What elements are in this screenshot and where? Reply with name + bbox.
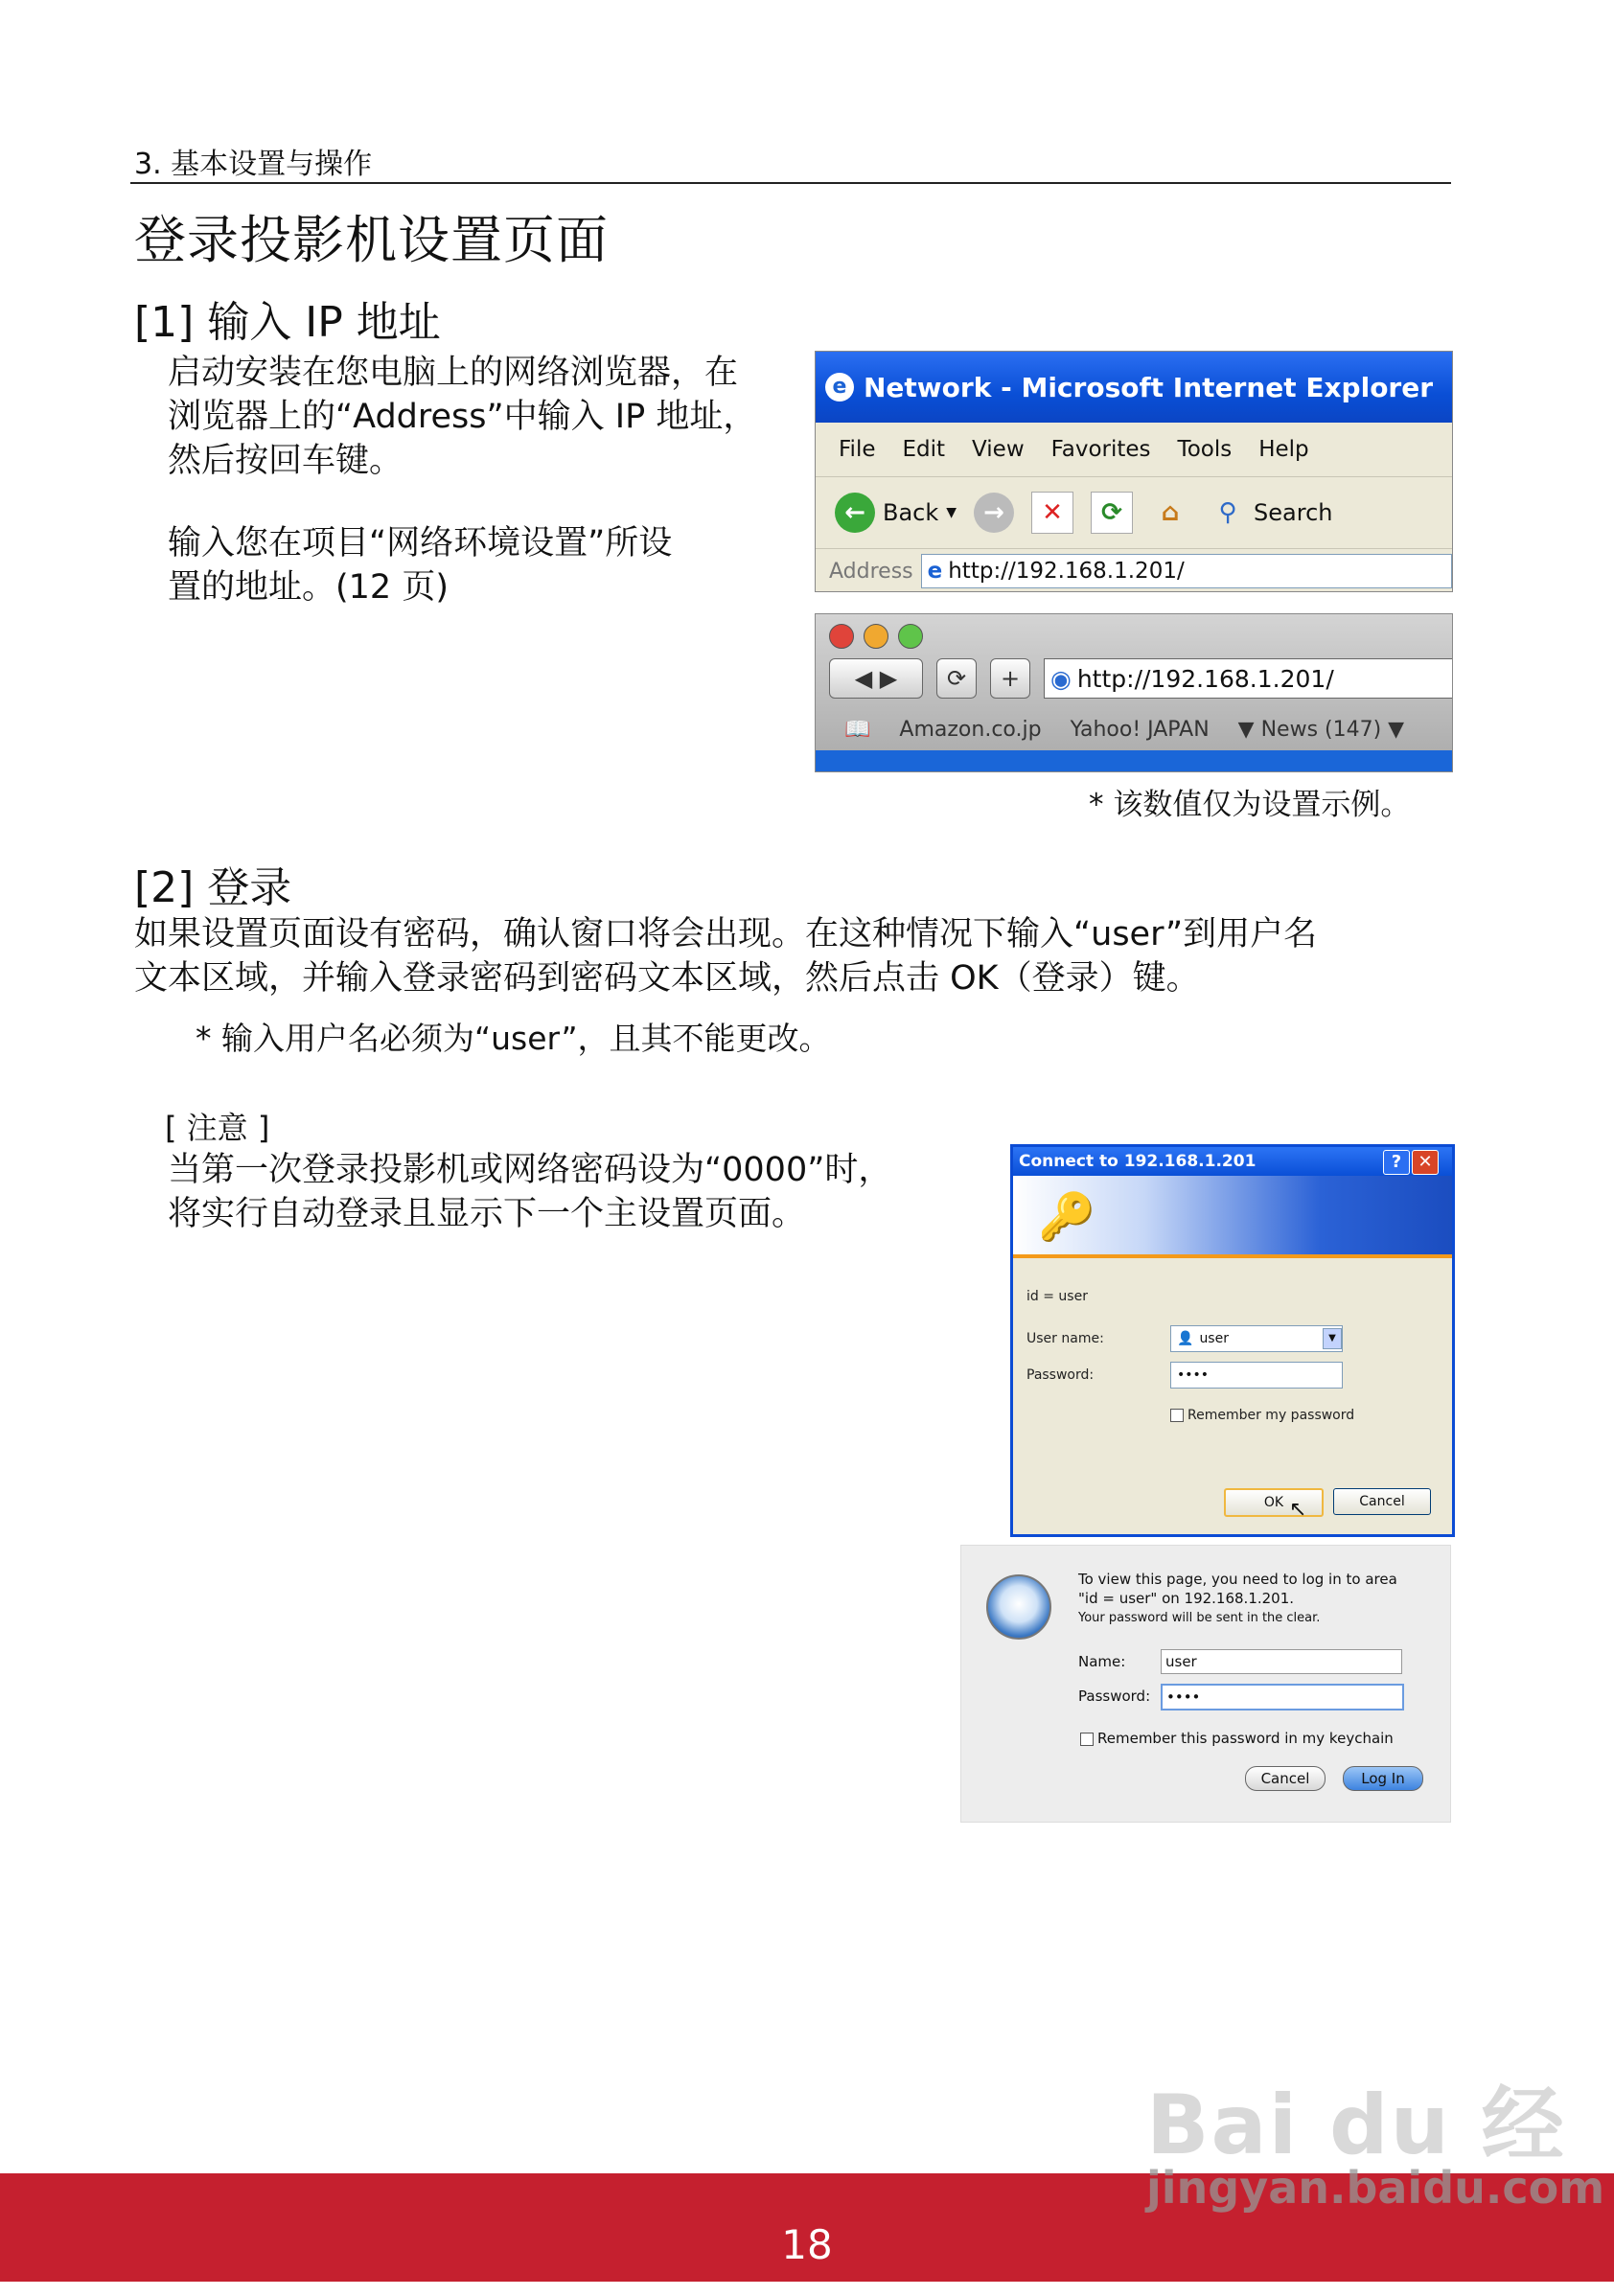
page-icon: e [927,559,943,584]
add-bookmark-icon[interactable]: + [990,658,1030,699]
password-value: •••• [1177,1367,1210,1383]
address-input[interactable] [921,554,1452,588]
caution-text [168,1148,973,1236]
username-combobox[interactable] [1170,1325,1343,1352]
dropdown-icon: ▼ [946,505,957,520]
menu-edit[interactable]: Edit [902,437,946,462]
user-icon: 👤 [1177,1331,1194,1346]
caution-line2: 将实行自动登录且显示下一个主设置页面。 [168,1195,806,1233]
step1-p1-line2: 浏览器上的“Address”中输入 IP 地址， [168,398,757,436]
globe-icon: ◉ [1050,664,1072,693]
keychain-label: Remember this password in my keychain [1097,1730,1394,1747]
ie-window [815,351,1453,592]
caution-label: [ 注意 ] [165,1110,270,1146]
back-arrow-icon: ← [835,493,875,533]
step1-heading: [1] 输入 IP 地址 [134,298,441,347]
step2-heading: [2] 登录 [134,863,292,912]
mac-prompt-line2: "id = user" on 192.168.1.201. [1078,1590,1295,1607]
ie-menubar [816,423,1452,477]
address-url: http://192.168.1.201/ [948,559,1185,584]
step2-paragraph [134,912,1476,1000]
safari-nav [829,658,1453,699]
help-icon[interactable]: ? [1383,1150,1410,1175]
username-value: user [1199,1331,1229,1346]
mac-password-value: •••• [1166,1688,1201,1706]
ie-toolbar [816,477,1452,549]
search-icon: ⚲ [1218,498,1237,527]
cursor-icon: ↖ [1289,1498,1307,1522]
username-label: User name: [1026,1331,1104,1346]
checkbox-icon [1080,1733,1094,1746]
reload-icon[interactable]: ⟳ [936,658,977,699]
windows-login-dialog [1010,1144,1455,1537]
step2-line1: 如果设置页面设有密码，确认窗口将会出现。在这种情况下输入“user”到用户名 [134,915,1318,953]
bookmark-news[interactable]: ▼ News (147) ▼ [1237,717,1405,742]
ie-address-bar [816,549,1452,592]
dialog-title: Connect to 192.168.1.201 [1019,1152,1257,1171]
search-button[interactable] [1208,493,1332,533]
menu-view[interactable]: View [972,437,1025,462]
safari-compass-icon [986,1574,1051,1640]
remember-label: Remember my password [1187,1408,1355,1423]
password-label: Password: [1026,1367,1095,1383]
safari-url-field[interactable] [1044,658,1453,699]
page-title: 登录投影机设置页面 [134,210,609,270]
ie-titlebar [816,352,1452,423]
remember-checkbox[interactable] [1170,1408,1354,1423]
ie-logo-icon: e [825,373,854,402]
bookmark-news-label: News (147) [1260,717,1382,742]
example-caption: * 该数值仅为设置示例。 [1089,788,1411,822]
dialog-banner [1013,1176,1452,1258]
mac-name-value: user [1165,1653,1197,1670]
caution-line1: 当第一次登录投影机或网络密码设为“0000”时， [168,1151,892,1189]
safari-window [815,613,1453,772]
mac-password-field[interactable] [1161,1684,1404,1711]
menu-help[interactable]: Help [1258,437,1309,462]
header-rule [130,182,1451,184]
step1-p1-line3: 然后按回车键。 [168,442,404,480]
mac-name-label: Name: [1078,1653,1126,1670]
book-icon[interactable]: 📖 [844,717,871,742]
mac-prompt-line1: To view this page, you need to log in to area [1078,1571,1397,1588]
mac-prompt-line3: Your password will be sent in the clear. [1078,1611,1321,1625]
baidu-watermark-url: jingyan.baidu.com [1146,2162,1605,2214]
keychain-checkbox[interactable] [1080,1730,1394,1747]
minimize-icon[interactable] [864,624,888,649]
ok-button[interactable]: OK [1224,1488,1324,1517]
checkbox-icon [1170,1409,1184,1422]
search-label: Search [1254,499,1333,526]
forward-button[interactable]: → [974,493,1014,533]
realm-text: id = user [1026,1289,1088,1304]
baidu-watermark-logo: Bai du 经 [1146,2078,1566,2173]
menu-favorites[interactable]: Favorites [1050,437,1151,462]
address-label: Address [829,559,913,584]
mac-login-button[interactable]: Log In [1343,1766,1423,1791]
mac-cancel-button[interactable]: Cancel [1245,1766,1326,1791]
page-number: 18 [781,2221,833,2268]
close-icon[interactable] [829,624,854,649]
step1-paragraph2 [168,521,800,609]
chevron-down-icon[interactable]: ▼ [1323,1328,1342,1349]
home-icon[interactable]: ⌂ [1161,498,1180,527]
step1-p2-line1: 输入您在项目“网络环境设置”所设 [168,524,673,563]
section-label: 3. 基本设置与操作 [134,148,373,181]
bookmark-yahoo[interactable]: Yahoo! JAPAN [1070,717,1210,742]
safari-url: http://192.168.1.201/ [1076,664,1334,693]
safari-content-strip [816,750,1452,771]
bookmarks-bar [816,710,1453,748]
refresh-icon[interactable]: ⟳ [1091,492,1133,534]
back-button[interactable] [835,493,957,533]
mac-name-field[interactable] [1161,1649,1402,1674]
password-field[interactable] [1170,1362,1343,1389]
step1-p2-line2: 置的地址。(12 页) [168,568,449,607]
mac-login-sheet [960,1545,1451,1823]
zoom-icon[interactable] [898,624,923,649]
back-forward-button[interactable]: ◀ ▶ [829,658,923,699]
menu-file[interactable]: File [839,437,876,462]
step1-paragraph1 [168,351,800,483]
step1-p1-line1: 启动安装在您电脑上的网络浏览器，在 [168,354,739,392]
back-label: Back [883,499,939,526]
mac-password-label: Password: [1078,1688,1151,1705]
keys-icon: 🔑 [1038,1190,1095,1244]
menu-tools[interactable]: Tools [1177,437,1233,462]
close-icon[interactable]: ✕ [1412,1150,1439,1175]
stop-icon[interactable]: ✕ [1031,492,1073,534]
step2-line2: 文本区域，并输入登录密码到密码文本区域，然后点击 OK（登录）键。 [134,959,1200,998]
cancel-button[interactable]: Cancel [1333,1488,1431,1515]
bookmark-amazon[interactable]: Amazon.co.jp [899,717,1042,742]
ie-window-title: Network - Microsoft Internet Explorer [864,371,1434,403]
username-note: * 输入用户名必须为“user”，且其不能更改。 [196,1020,831,1057]
window-controls [829,624,923,649]
